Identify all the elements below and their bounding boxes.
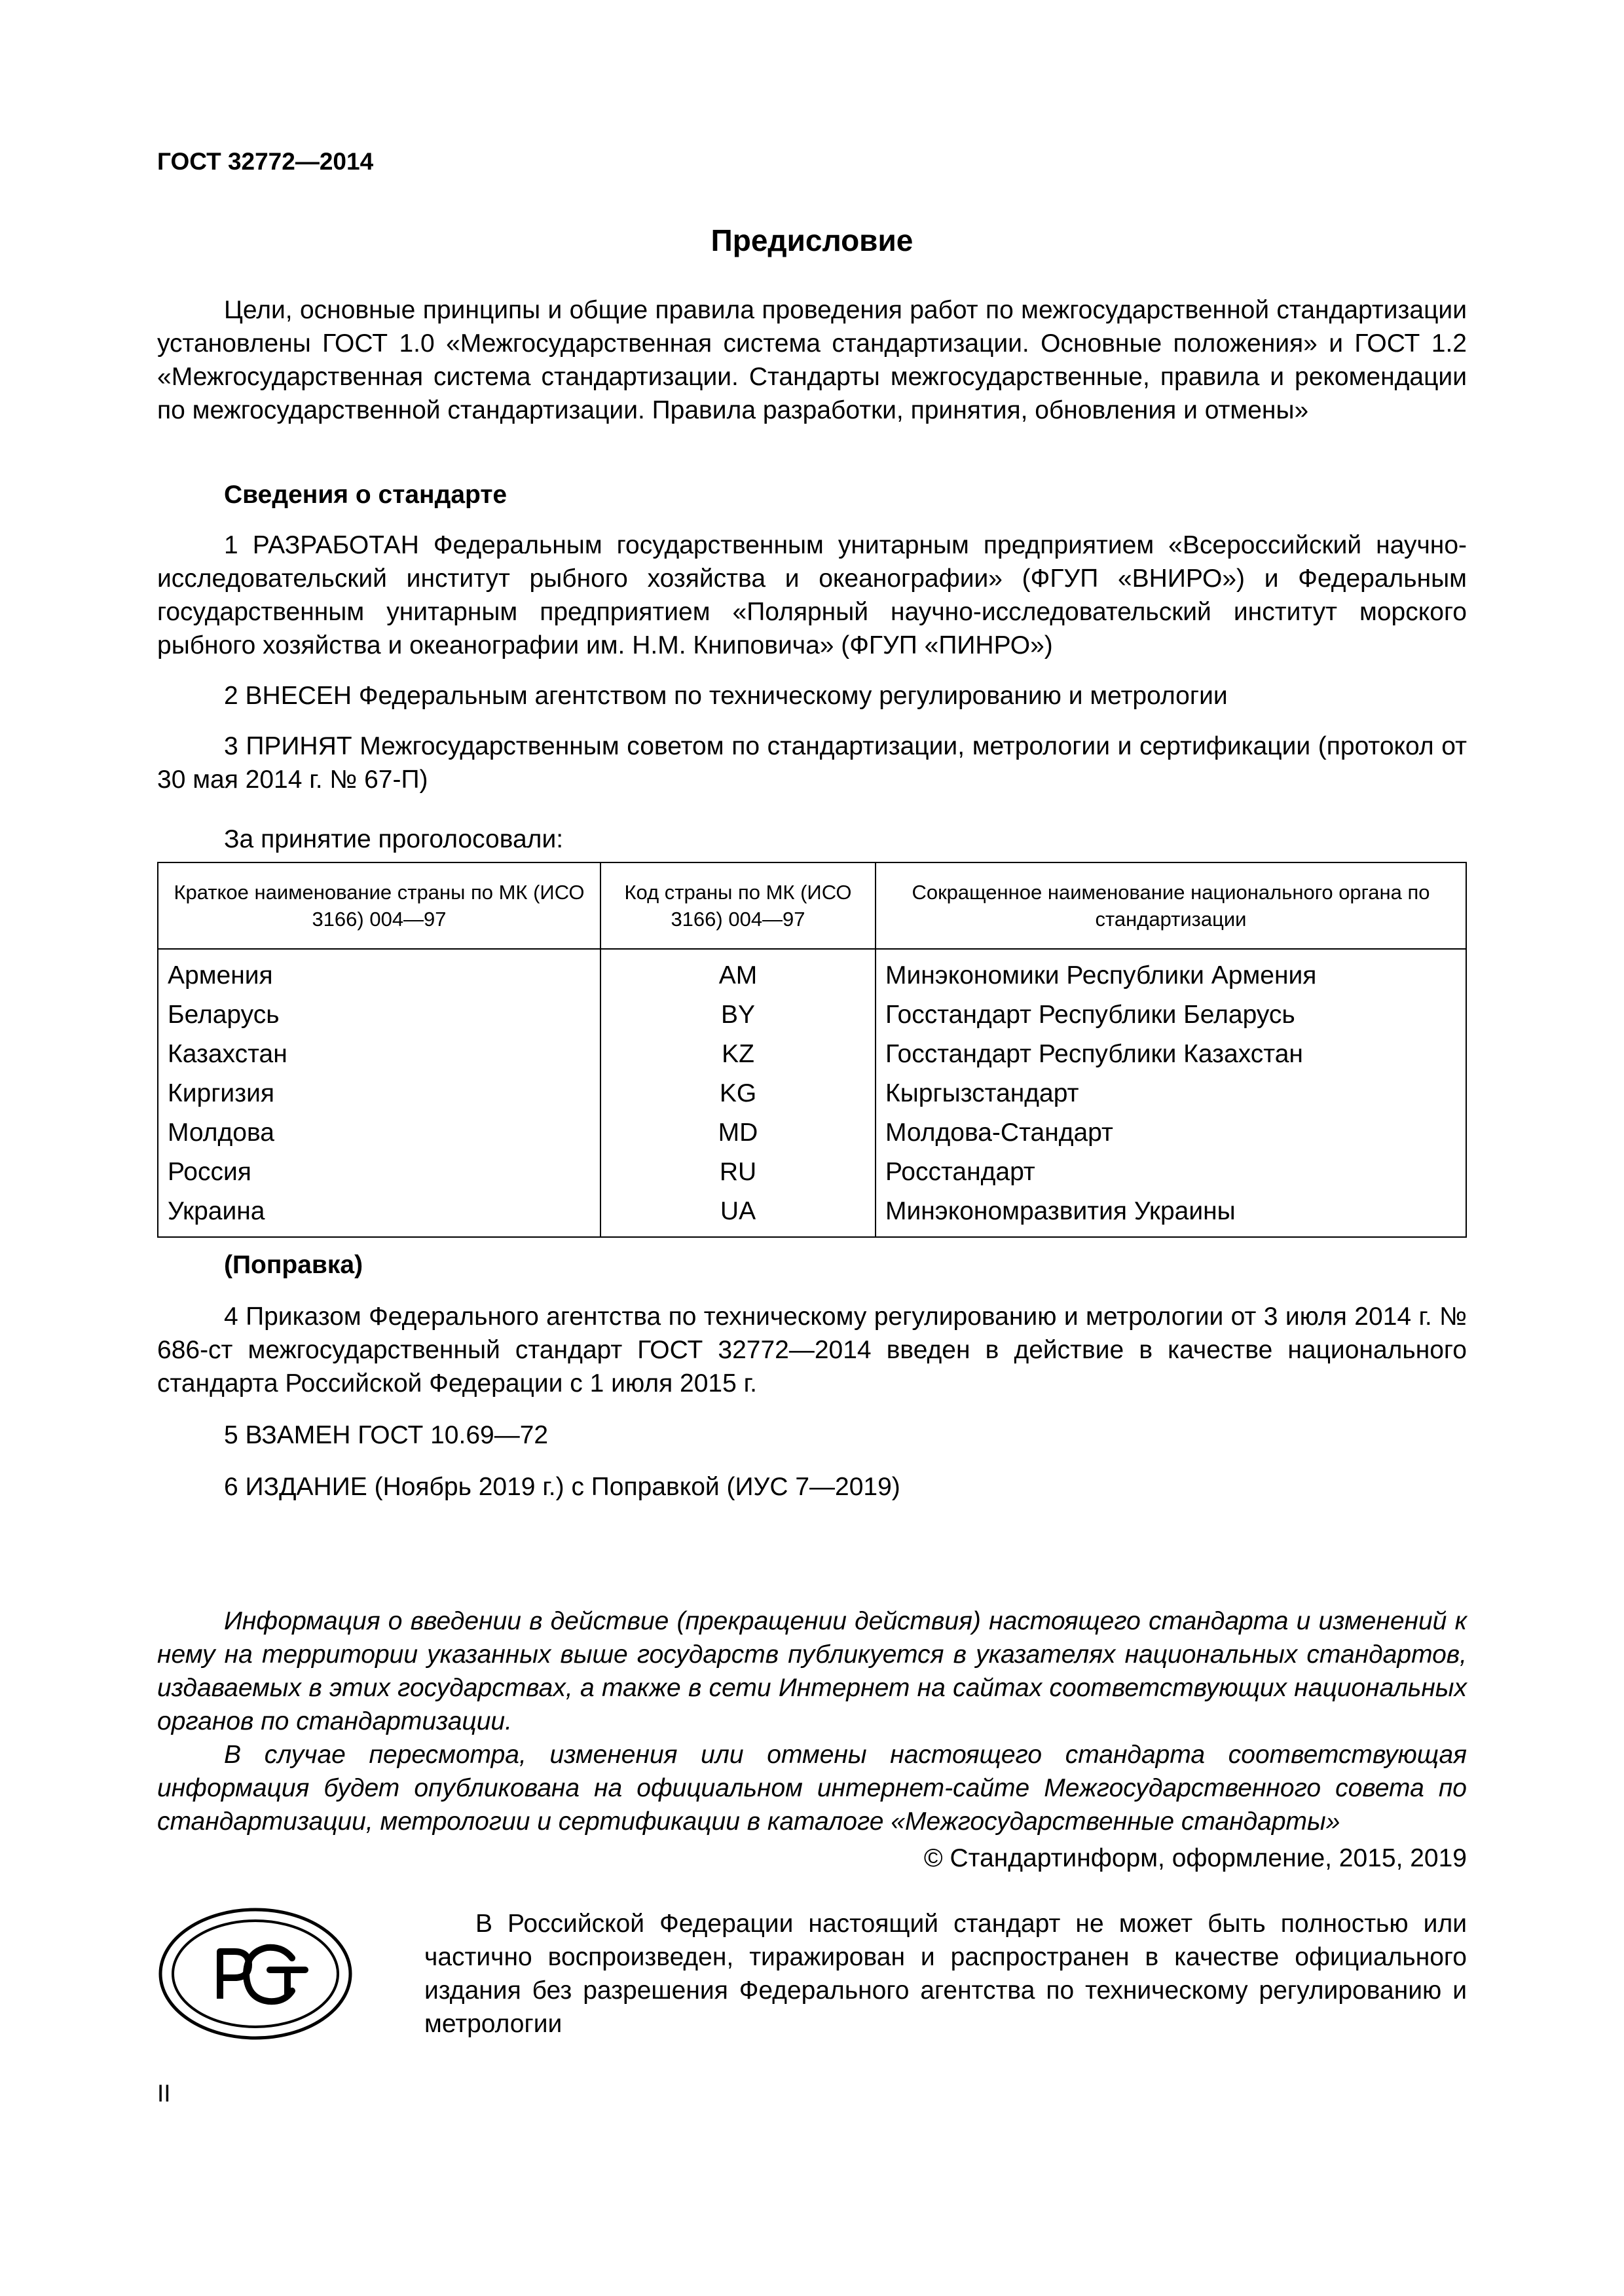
- code-cell: UA: [600, 1192, 876, 1237]
- copyright: © Стандартинформ, оформление, 2015, 2019: [923, 1844, 1467, 1872]
- amendment-section: [157, 1248, 1467, 1504]
- info-heading: Сведения о стандарте: [224, 481, 507, 509]
- country-cell: Казахстан: [158, 1035, 600, 1074]
- code-cell: KG: [600, 1074, 876, 1113]
- table-row: [158, 1192, 1466, 1237]
- rights-notice: В Российской Федерации настоящий стандарт не может быть полностью или частично воспроизведен, тиражирован и распространен в качестве официального издания без разрешения Федерального агентства по техническому регулированию и метрологии: [424, 1910, 1467, 2038]
- body-cell: Кыргызстандарт: [876, 1074, 1466, 1113]
- body-cell: Минэкономики Республики Армения: [876, 949, 1466, 995]
- country-cell: Беларусь: [158, 995, 600, 1035]
- item-4: 4 Приказом Федерального агентства по техническому регулированию и метрологии от 3 июля 2014 г. № 686-ст межгосударственный стандарт ГОСТ 32772—2014 введен в действие в качестве национального стандарта Российской Федерации с 1 июля 2015 г.: [157, 1303, 1467, 1398]
- item-6: 6 ИЗДАНИЕ (Ноябрь 2019 г.) с Поправкой (ИУС 7—2019): [224, 1473, 900, 1501]
- table-row: [158, 949, 1466, 995]
- notice-paragraph-1: Информация о введении в действие (прекращении действия) настоящего стандарта и изменений к нему на территории указанных выше государств публикуется в указателях национальных стандартов, издаваемых в этих государствах, а также в сети Интернет на сайтах соответствующих национальных органов по стандартизации.: [157, 1607, 1467, 1735]
- table-row: [158, 1153, 1466, 1192]
- info-item-1: 1 РАЗРАБОТАН Федеральным государственным унитарным предприятием «Всероссийский научно-исследовательский институт рыбного хозяйства и океанографии» (ФГУП «ВНИРО») и Федеральным государственным унитарным предприятием «Полярный научно-исследовательский институт морского рыбного хозяйства и океанографии им. Н.М. Книповича» (ФГУП «ПИНРО»): [157, 531, 1467, 659]
- body-cell: Госстандарт Республики Беларусь: [876, 995, 1466, 1035]
- code-cell: AM: [600, 949, 876, 995]
- rights-block: [424, 1907, 1467, 2041]
- document-code: ГОСТ 32772—2014: [157, 148, 374, 175]
- country-cell: Украина: [158, 1192, 600, 1237]
- body-cell: Госстандарт Республики Казахстан: [876, 1035, 1466, 1074]
- code-cell: RU: [600, 1153, 876, 1192]
- votes-table: [157, 862, 1467, 1238]
- info-item-3: 3 ПРИНЯТ Межгосударственным советом по стандартизации, метрологии и сертификации (протокол от 30 мая 2014 г. № 67-П): [157, 732, 1467, 794]
- code-cell: MD: [600, 1113, 876, 1153]
- rst-certification-mark-icon: [157, 1907, 354, 2041]
- copyright-block: [157, 1842, 1467, 1875]
- code-cell: BY: [600, 995, 876, 1035]
- table-row: [158, 1035, 1466, 1074]
- page-title: Предисловие: [710, 223, 913, 257]
- intro-paragraph: Цели, основные принципы и общие правила проведения работ по межгосударственной стандартизации установлены ГОСТ 1.0 «Межгосударственная система стандартизации. Основные положения» и ГОСТ 1.2 «Межгосударственная система стандартизации. Стандарты межгосударственные, правила и рекомендации по межгосударственной стандартизации. Правила разработки, принятия, обновления и отмены»: [157, 296, 1467, 424]
- info-section: [157, 478, 1467, 796]
- country-cell: Армения: [158, 949, 600, 995]
- intro-section: [157, 293, 1467, 427]
- votes-label: За принятие проголосовали:: [224, 825, 564, 853]
- page-number: II: [157, 2080, 171, 2107]
- info-item-2: 2 ВНЕСЕН Федеральным агентством по техническому регулированию и метрологии: [224, 682, 1228, 710]
- country-cell: Киргизия: [158, 1074, 600, 1113]
- body-cell: Росстандарт: [876, 1153, 1466, 1192]
- table-row: [158, 1074, 1466, 1113]
- amendment-note: (Поправка): [224, 1251, 363, 1279]
- table-header-body: Сокращенное наименование национального органа по стандартизации: [876, 862, 1466, 949]
- table-header-code: Код страны по МК (ИСО 3166) 004—97: [600, 862, 876, 949]
- table-row: [158, 1113, 1466, 1153]
- votes-label-block: [157, 823, 1467, 856]
- item-5: 5 ВЗАМЕН ГОСТ 10.69—72: [224, 1421, 549, 1449]
- body-cell: Молдова-Стандарт: [876, 1113, 1466, 1153]
- table-header-country: Краткое наименование страны по МК (ИСО 3166) 004—97: [158, 862, 600, 949]
- table-row: [158, 995, 1466, 1035]
- country-cell: Россия: [158, 1153, 600, 1192]
- code-cell: KZ: [600, 1035, 876, 1074]
- notice-paragraph-2: В случае пересмотра, изменения или отмены настоящего стандарта соответствующая информация будет опубликована на официальном интернет-сайте Межгосударственного совета по стандартизации, метрологии и сертификации в каталоге «Межгосударственные стандарты»: [157, 1741, 1467, 1836]
- body-cell: Минэкономразвития Украины: [876, 1192, 1466, 1237]
- country-cell: Молдова: [158, 1113, 600, 1153]
- notice-section: [157, 1604, 1467, 1838]
- table-header-row: [158, 862, 1466, 949]
